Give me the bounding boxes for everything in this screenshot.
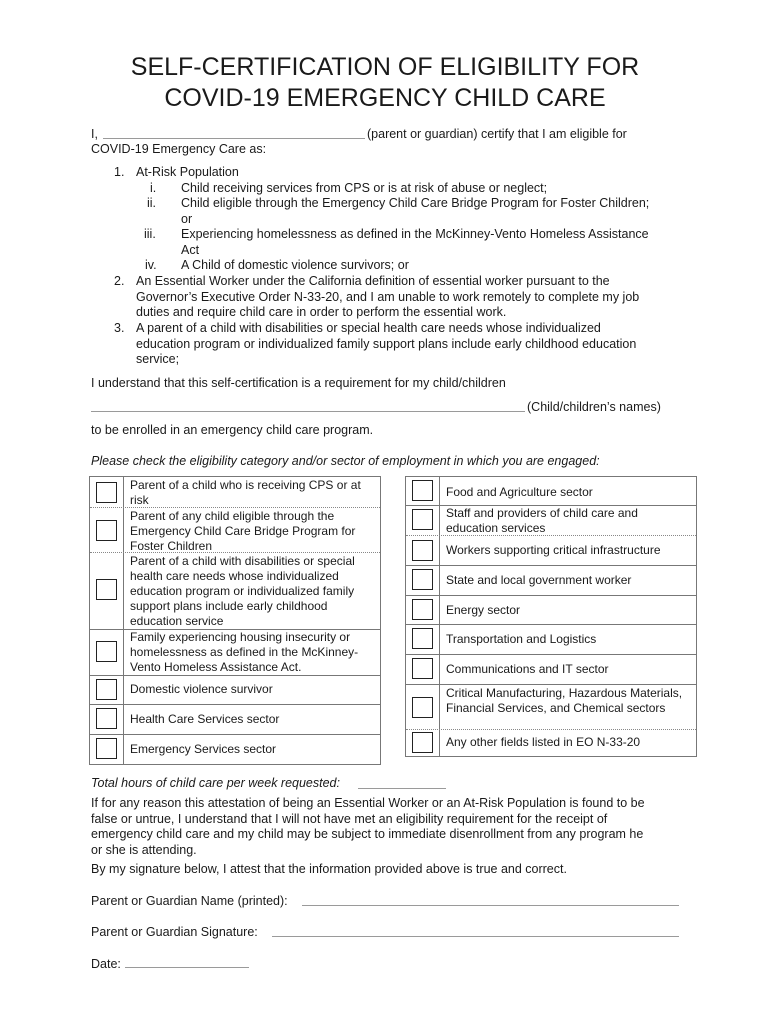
category-row [90,477,380,508]
cps-checkbox[interactable] [96,482,117,503]
sector-row [406,655,696,685]
list-item-3a: A parent of a child with disabilities or special health care needs whose individualized [136,321,601,335]
option-label: Transportation and Logistics [446,632,597,646]
communications-checkbox[interactable] [412,658,433,679]
attest-line-2: false or untrue, I understand that I will not have met an eligibility requirement for the receipt of [91,812,608,826]
attest-signature-statement: By my signature below, I attest that the information provided above is true and correct. [91,862,567,876]
option-label: Parent of a child who is receiving CPS or at risk [130,478,361,507]
roman-1: i. [150,181,157,195]
signature-field[interactable] [272,936,679,937]
sub-item-3b: Act [181,243,200,257]
attest-line-1: If for any reason this attestation of being an Essential Worker or an At-Risk Population is found to be [91,796,645,810]
employment-sector-table [405,476,697,757]
sector-row [406,730,696,757]
sector-row [406,685,696,730]
page-title-line-1: SELF-CERTIFICATION OF ELIGIBILITY FOR [130,53,640,81]
category-row [90,735,380,765]
parent-name-blank[interactable] [103,138,365,139]
emergency-services-checkbox[interactable] [96,738,117,759]
other-fields-checkbox[interactable] [412,732,433,753]
list-number-1: 1. [114,165,125,179]
sector-row [406,477,696,506]
list-item-2c: duties and require child care in order to perform the essential work. [136,305,507,319]
option-label: Communications and IT sector [446,662,609,676]
children-names-blank[interactable] [91,411,525,412]
hours-label: Total hours of child care per week requested: [91,776,340,790]
option-label: Staff and providers of child care and education services [446,506,638,535]
option-label: Family experiencing housing insecurity or homelessness as defined in the McKinney-Vento Homeless Assistance Act. [130,630,359,674]
understand-line-3: to be enrolled in an emergency child care program. [91,423,374,437]
category-row [90,553,380,630]
attest-line-4: or she is attending. [91,843,197,857]
intro-line-2: COVID-19 Emergency Care as: [91,142,267,156]
option-label: Workers supporting critical infrastructure [446,543,661,557]
option-label: Parent of any child eligible through the Emergency Child Care Bridge Program for Foster Children [130,509,356,553]
critical-infrastructure-checkbox[interactable] [412,540,433,561]
option-label: Critical Manufacturing, Hazardous Materials, Financial Services, and Chemical sectors [446,686,683,715]
date-label: Date: [91,957,121,971]
option-label: Health Care Services sector [130,712,280,726]
option-label: Domestic violence survivor [130,682,273,696]
category-row [90,676,380,705]
option-label: Parent of a child with disabilities or special health care needs whose individualized education program or individualized family support plans include early childhood education service [130,554,355,628]
sub-item-2a: Child eligible through the Emergency Child Care Bridge Program for Foster Children; [181,196,650,210]
hours-blank[interactable] [358,788,446,789]
sub-item-1: Child receiving services from CPS or is at risk of abuse or neglect; [181,181,548,195]
sector-row [406,536,696,566]
option-label: State and local government worker [446,573,632,587]
name-printed-field[interactable] [302,905,679,906]
list-number-2: 2. [114,274,125,288]
list-item-2a: An Essential Worker under the California definition of essential worker pursuant to the [136,274,610,288]
category-row [90,630,380,676]
roman-3: iii. [144,227,156,241]
check-instruction: Please check the eligibility category and/or sector of employment in which you are engaged: [91,454,600,468]
homelessness-checkbox[interactable] [96,641,117,662]
date-field[interactable] [125,967,249,968]
name-printed-label: Parent or Guardian Name (printed): [91,894,288,908]
option-label: Food and Agriculture sector [446,485,593,499]
manufacturing-checkbox[interactable] [412,697,433,718]
list-item-2b: Governor’s Executive Order N-33-20, and I am unable to work remotely to complete my job [136,290,640,304]
roman-4: iv. [145,258,157,272]
intro-suffix: (parent or guardian) certify that I am eligible for [367,127,627,141]
disabilities-checkbox[interactable] [96,579,117,600]
list-item-3b: education program or individualized family support plans include early childhood education [136,337,637,351]
government-worker-checkbox[interactable] [412,569,433,590]
list-item-3c: service; [136,352,180,366]
signature-label: Parent or Guardian Signature: [91,925,258,939]
sub-item-2b: or [181,212,193,226]
sector-row [406,596,696,625]
list-number-3: 3. [114,321,125,335]
intro-prefix: I, [91,127,98,141]
bridge-program-checkbox[interactable] [96,520,117,541]
health-care-checkbox[interactable] [96,708,117,729]
category-row [90,705,380,735]
child-care-staff-checkbox[interactable] [412,509,433,530]
option-label: Any other fields listed in EO N-33-20 [446,735,641,749]
energy-checkbox[interactable] [412,599,433,620]
roman-2: ii. [147,196,157,210]
children-names-label: (Child/children’s names) [527,400,661,414]
eligibility-category-table [89,476,381,765]
page-title-line-2: COVID-19 EMERGENCY CHILD CARE [164,84,606,112]
understand-line-1: I understand that this self-certification is a requirement for my child/children [91,376,506,390]
sub-item-3a: Experiencing homelessness as defined in the McKinney-Vento Homeless Assistance [181,227,649,241]
option-label: Energy sector [446,603,521,617]
food-agriculture-checkbox[interactable] [412,480,433,501]
sector-row [406,625,696,655]
list-item-1: At-Risk Population [136,165,239,179]
domestic-violence-checkbox[interactable] [96,679,117,700]
category-row [90,508,380,553]
attest-line-3: emergency child care and my child may be subject to immediate disenrollment from any program he [91,827,644,841]
option-label: Emergency Services sector [130,742,277,756]
transportation-checkbox[interactable] [412,628,433,649]
sector-row [406,506,696,536]
sub-item-4: A Child of domestic violence survivors; or [181,258,409,272]
sector-row [406,566,696,596]
